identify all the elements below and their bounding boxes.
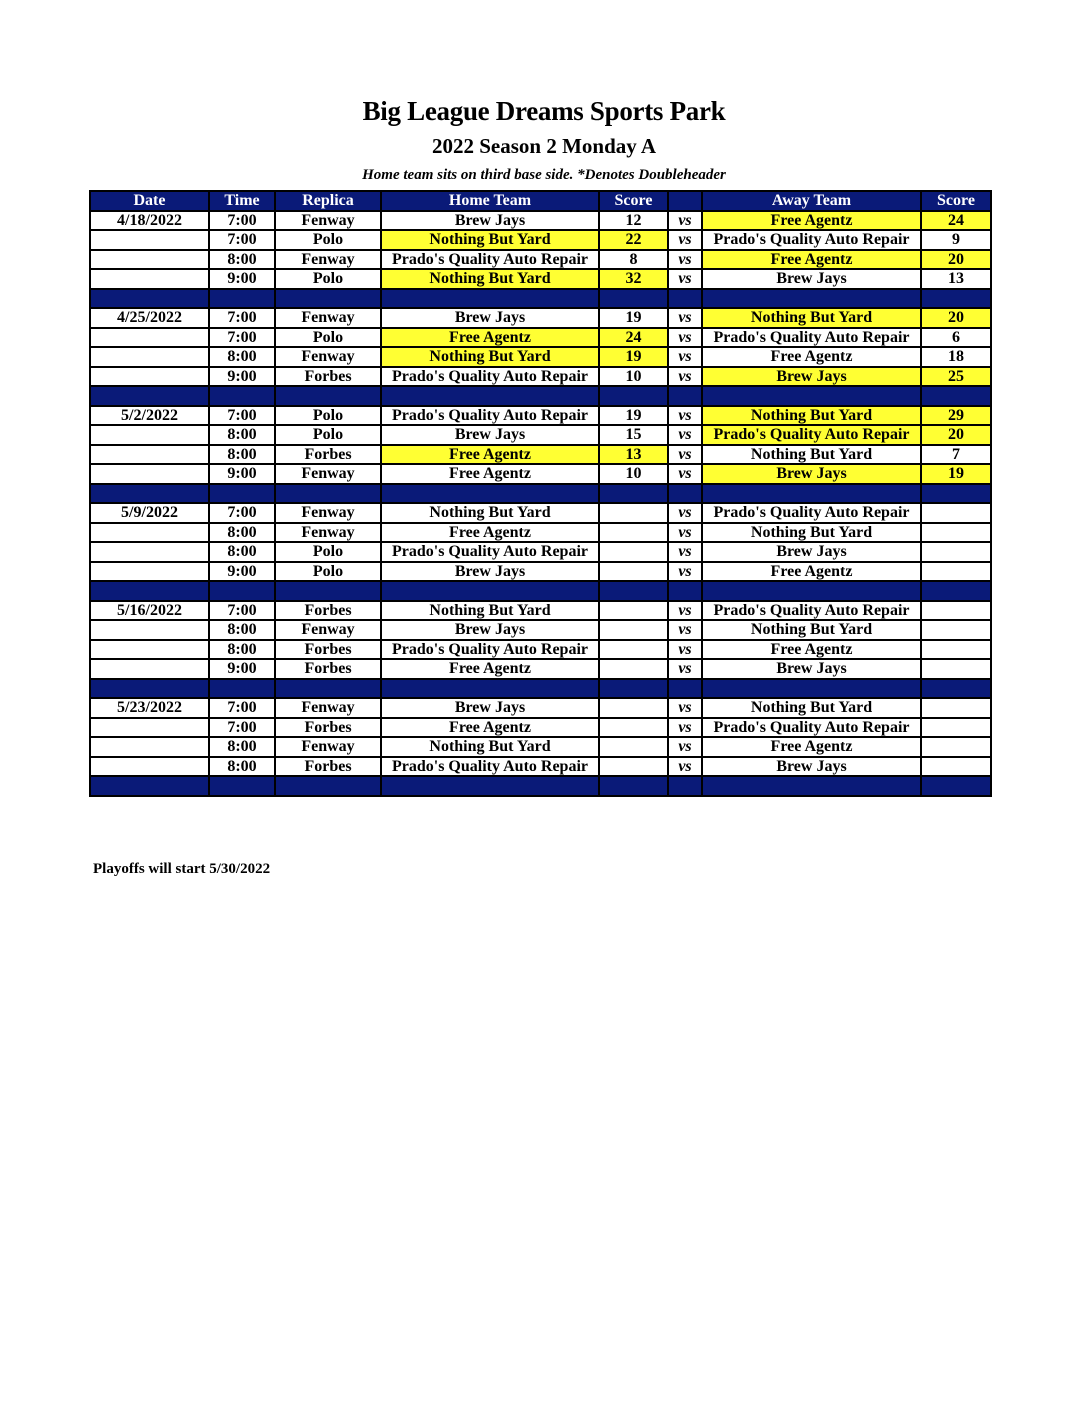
away-score-cell: [921, 698, 991, 718]
separator-cell: [668, 581, 702, 601]
separator-cell: [90, 484, 209, 504]
away-score-cell: [921, 562, 991, 582]
away-team-cell: Brew Jays: [702, 464, 921, 484]
replica-cell: Polo: [275, 562, 381, 582]
home-score-cell: 15: [599, 425, 668, 445]
vs-cell: vs: [668, 347, 702, 367]
replica-cell: Fenway: [275, 737, 381, 757]
game-row: [90, 406, 991, 426]
vs-cell: vs: [668, 503, 702, 523]
separator-cell: [275, 289, 381, 309]
home-score-cell: 22: [599, 230, 668, 250]
home-team-cell: Brew Jays: [381, 308, 599, 328]
home-team-cell: Nothing But Yard: [381, 230, 599, 250]
away-team-cell: Prado's Quality Auto Repair: [702, 503, 921, 523]
away-team-cell: Brew Jays: [702, 269, 921, 289]
away-score-cell: 20: [921, 308, 991, 328]
separator-cell: [209, 484, 275, 504]
away-score-cell: 18: [921, 347, 991, 367]
home-score-cell: [599, 542, 668, 562]
away-score-cell: 7: [921, 445, 991, 465]
separator-cell: [921, 386, 991, 406]
date-cell: 5/2/2022: [90, 406, 209, 426]
date-cell: [90, 445, 209, 465]
replica-cell: Fenway: [275, 698, 381, 718]
vs-cell: vs: [668, 757, 702, 777]
home-team-cell: Nothing But Yard: [381, 503, 599, 523]
date-cell: 5/16/2022: [90, 601, 209, 621]
away-score-cell: [921, 659, 991, 679]
away-score-cell: [921, 737, 991, 757]
away-team-cell: Brew Jays: [702, 659, 921, 679]
away-score-cell: [921, 640, 991, 660]
home-team-cell: Brew Jays: [381, 698, 599, 718]
home-score-cell: [599, 659, 668, 679]
game-row: [90, 367, 991, 387]
away-score-cell: 24: [921, 211, 991, 231]
away-score-cell: 20: [921, 425, 991, 445]
home-score-cell: [599, 620, 668, 640]
home-team-cell: Free Agentz: [381, 659, 599, 679]
schedule-table: [89, 190, 992, 797]
separator-cell: [209, 386, 275, 406]
col-header-replica: Replica: [275, 191, 381, 211]
replica-cell: Polo: [275, 425, 381, 445]
date-cell: 5/23/2022: [90, 698, 209, 718]
replica-cell: Fenway: [275, 250, 381, 270]
away-team-cell: Brew Jays: [702, 757, 921, 777]
separator-cell: [921, 484, 991, 504]
away-team-cell: Prado's Quality Auto Repair: [702, 601, 921, 621]
game-row: [90, 601, 991, 621]
week-separator-row: [90, 581, 991, 601]
game-row: [90, 445, 991, 465]
time-cell: 8:00: [209, 640, 275, 660]
separator-cell: [209, 679, 275, 699]
vs-cell: vs: [668, 718, 702, 738]
away-score-cell: 20: [921, 250, 991, 270]
game-row: [90, 211, 991, 231]
vs-cell: vs: [668, 308, 702, 328]
time-cell: 7:00: [209, 698, 275, 718]
game-row: [90, 659, 991, 679]
separator-cell: [381, 289, 599, 309]
away-team-cell: Nothing But Yard: [702, 308, 921, 328]
away-team-cell: Nothing But Yard: [702, 445, 921, 465]
time-cell: 9:00: [209, 367, 275, 387]
replica-cell: Fenway: [275, 523, 381, 543]
date-cell: [90, 523, 209, 543]
replica-cell: Fenway: [275, 620, 381, 640]
date-cell: [90, 620, 209, 640]
time-cell: 8:00: [209, 250, 275, 270]
game-row: [90, 308, 991, 328]
home-team-cell: Free Agentz: [381, 523, 599, 543]
separator-cell: [921, 581, 991, 601]
time-cell: 7:00: [209, 406, 275, 426]
game-row: [90, 737, 991, 757]
vs-cell: vs: [668, 737, 702, 757]
week-separator-row: [90, 776, 991, 796]
separator-cell: [702, 679, 921, 699]
home-team-cell: Prado's Quality Auto Repair: [381, 406, 599, 426]
home-score-cell: [599, 757, 668, 777]
separator-cell: [381, 679, 599, 699]
separator-cell: [381, 776, 599, 796]
home-team-cell: Prado's Quality Auto Repair: [381, 367, 599, 387]
home-score-cell: [599, 640, 668, 660]
separator-cell: [209, 289, 275, 309]
separator-cell: [275, 581, 381, 601]
header-row: [90, 191, 991, 211]
home-team-cell: Nothing But Yard: [381, 269, 599, 289]
home-score-cell: [599, 601, 668, 621]
replica-cell: Polo: [275, 542, 381, 562]
doubleheader-note: Home team sits on third base side. *Denotes Doubleheader: [362, 167, 726, 183]
replica-cell: Fenway: [275, 347, 381, 367]
away-team-cell: Prado's Quality Auto Repair: [702, 230, 921, 250]
separator-cell: [90, 776, 209, 796]
date-cell: [90, 737, 209, 757]
away-score-cell: [921, 620, 991, 640]
home-score-cell: 10: [599, 367, 668, 387]
replica-cell: Polo: [275, 328, 381, 348]
time-cell: 9:00: [209, 269, 275, 289]
separator-cell: [599, 386, 668, 406]
separator-cell: [702, 386, 921, 406]
game-row: [90, 464, 991, 484]
away-team-cell: Free Agentz: [702, 737, 921, 757]
replica-cell: Polo: [275, 230, 381, 250]
vs-cell: vs: [668, 640, 702, 660]
game-row: [90, 269, 991, 289]
date-cell: 4/25/2022: [90, 308, 209, 328]
separator-cell: [381, 484, 599, 504]
away-score-cell: [921, 757, 991, 777]
game-row: [90, 425, 991, 445]
away-team-cell: Free Agentz: [702, 347, 921, 367]
week-separator-row: [90, 386, 991, 406]
home-score-cell: 8: [599, 250, 668, 270]
playoffs-note: Playoffs will start 5/30/2022: [93, 861, 271, 877]
date-cell: [90, 269, 209, 289]
page-subtitle: 2022 Season 2 Monday A: [431, 134, 657, 158]
replica-cell: Polo: [275, 269, 381, 289]
away-team-cell: Free Agentz: [702, 250, 921, 270]
col-header-vs: [668, 191, 702, 211]
away-score-cell: [921, 601, 991, 621]
time-cell: 7:00: [209, 718, 275, 738]
game-row: [90, 542, 991, 562]
date-cell: [90, 562, 209, 582]
home-score-cell: 13: [599, 445, 668, 465]
home-team-cell: Prado's Quality Auto Repair: [381, 640, 599, 660]
home-team-cell: Free Agentz: [381, 445, 599, 465]
home-score-cell: [599, 698, 668, 718]
home-score-cell: [599, 718, 668, 738]
home-team-cell: Prado's Quality Auto Repair: [381, 542, 599, 562]
vs-cell: vs: [668, 542, 702, 562]
separator-cell: [381, 386, 599, 406]
replica-cell: Forbes: [275, 640, 381, 660]
vs-cell: vs: [668, 445, 702, 465]
away-score-cell: 29: [921, 406, 991, 426]
replica-cell: Fenway: [275, 308, 381, 328]
replica-cell: Forbes: [275, 601, 381, 621]
time-cell: 7:00: [209, 601, 275, 621]
away-score-cell: 19: [921, 464, 991, 484]
time-cell: 7:00: [209, 211, 275, 231]
away-score-cell: [921, 503, 991, 523]
away-score-cell: [921, 523, 991, 543]
date-cell: 5/9/2022: [90, 503, 209, 523]
separator-cell: [275, 386, 381, 406]
game-row: [90, 562, 991, 582]
separator-cell: [702, 581, 921, 601]
col-header-away-team: Away Team: [702, 191, 921, 211]
separator-cell: [90, 679, 209, 699]
replica-cell: Forbes: [275, 659, 381, 679]
time-cell: 8:00: [209, 737, 275, 757]
home-score-cell: 24: [599, 328, 668, 348]
vs-cell: vs: [668, 425, 702, 445]
away-team-cell: Brew Jays: [702, 542, 921, 562]
separator-cell: [702, 776, 921, 796]
home-score-cell: 32: [599, 269, 668, 289]
date-cell: [90, 328, 209, 348]
home-score-cell: [599, 503, 668, 523]
date-cell: [90, 367, 209, 387]
col-header-home-team: Home Team: [381, 191, 599, 211]
separator-cell: [275, 484, 381, 504]
away-team-cell: Nothing But Yard: [702, 698, 921, 718]
vs-cell: vs: [668, 698, 702, 718]
game-row: [90, 347, 991, 367]
time-cell: 9:00: [209, 659, 275, 679]
separator-cell: [90, 581, 209, 601]
date-cell: [90, 659, 209, 679]
time-cell: 8:00: [209, 542, 275, 562]
game-row: [90, 698, 991, 718]
separator-cell: [921, 776, 991, 796]
separator-cell: [668, 679, 702, 699]
home-score-cell: 19: [599, 347, 668, 367]
date-cell: 4/18/2022: [90, 211, 209, 231]
separator-cell: [599, 581, 668, 601]
separator-cell: [668, 484, 702, 504]
time-cell: 8:00: [209, 757, 275, 777]
separator-cell: [275, 679, 381, 699]
game-row: [90, 328, 991, 348]
home-score-cell: 10: [599, 464, 668, 484]
home-team-cell: Prado's Quality Auto Repair: [381, 757, 599, 777]
date-cell: [90, 250, 209, 270]
away-team-cell: Brew Jays: [702, 367, 921, 387]
date-cell: [90, 718, 209, 738]
separator-cell: [702, 484, 921, 504]
separator-cell: [381, 581, 599, 601]
away-team-cell: Nothing But Yard: [702, 523, 921, 543]
home-team-cell: Free Agentz: [381, 328, 599, 348]
home-score-cell: 19: [599, 406, 668, 426]
time-cell: 7:00: [209, 230, 275, 250]
away-team-cell: Free Agentz: [702, 211, 921, 231]
home-team-cell: Nothing But Yard: [381, 737, 599, 757]
home-team-cell: Free Agentz: [381, 464, 599, 484]
vs-cell: vs: [668, 620, 702, 640]
week-separator-row: [90, 484, 991, 504]
time-cell: 8:00: [209, 523, 275, 543]
game-row: [90, 757, 991, 777]
schedule-body: [90, 211, 991, 796]
time-cell: 8:00: [209, 425, 275, 445]
separator-cell: [275, 776, 381, 796]
vs-cell: vs: [668, 659, 702, 679]
separator-cell: [668, 289, 702, 309]
vs-cell: vs: [668, 464, 702, 484]
away-score-cell: [921, 542, 991, 562]
separator-cell: [599, 289, 668, 309]
separator-cell: [668, 776, 702, 796]
replica-cell: Forbes: [275, 718, 381, 738]
date-cell: [90, 425, 209, 445]
col-header-time: Time: [209, 191, 275, 211]
date-cell: [90, 464, 209, 484]
replica-cell: Polo: [275, 406, 381, 426]
vs-cell: vs: [668, 406, 702, 426]
separator-cell: [668, 386, 702, 406]
vs-cell: vs: [668, 523, 702, 543]
home-score-cell: [599, 523, 668, 543]
separator-cell: [921, 679, 991, 699]
home-score-cell: 19: [599, 308, 668, 328]
replica-cell: Forbes: [275, 445, 381, 465]
date-cell: [90, 757, 209, 777]
time-cell: 8:00: [209, 347, 275, 367]
away-team-cell: Free Agentz: [702, 562, 921, 582]
home-score-cell: 12: [599, 211, 668, 231]
home-team-cell: Prado's Quality Auto Repair: [381, 250, 599, 270]
vs-cell: vs: [668, 211, 702, 231]
away-team-cell: Nothing But Yard: [702, 620, 921, 640]
col-header-away-score: Score: [921, 191, 991, 211]
separator-cell: [599, 679, 668, 699]
replica-cell: Forbes: [275, 367, 381, 387]
time-cell: 9:00: [209, 464, 275, 484]
replica-cell: Fenway: [275, 464, 381, 484]
home-team-cell: Brew Jays: [381, 562, 599, 582]
time-cell: 8:00: [209, 445, 275, 465]
away-team-cell: Prado's Quality Auto Repair: [702, 718, 921, 738]
page-title: Big League Dreams Sports Park: [362, 96, 726, 126]
home-score-cell: [599, 562, 668, 582]
separator-cell: [90, 386, 209, 406]
replica-cell: Fenway: [275, 503, 381, 523]
separator-cell: [209, 581, 275, 601]
date-cell: [90, 542, 209, 562]
separator-cell: [599, 484, 668, 504]
home-score-cell: [599, 737, 668, 757]
away-score-cell: [921, 718, 991, 738]
game-row: [90, 523, 991, 543]
vs-cell: vs: [668, 269, 702, 289]
game-row: [90, 620, 991, 640]
vs-cell: vs: [668, 328, 702, 348]
home-team-cell: Nothing But Yard: [381, 347, 599, 367]
home-team-cell: Brew Jays: [381, 211, 599, 231]
away-score-cell: 25: [921, 367, 991, 387]
away-team-cell: Free Agentz: [702, 640, 921, 660]
game-row: [90, 640, 991, 660]
away-team-cell: Prado's Quality Auto Repair: [702, 425, 921, 445]
home-team-cell: Brew Jays: [381, 620, 599, 640]
replica-cell: Forbes: [275, 757, 381, 777]
separator-cell: [599, 776, 668, 796]
separator-cell: [209, 776, 275, 796]
vs-cell: vs: [668, 562, 702, 582]
vs-cell: vs: [668, 250, 702, 270]
away-team-cell: Prado's Quality Auto Repair: [702, 328, 921, 348]
week-separator-row: [90, 289, 991, 309]
away-score-cell: 6: [921, 328, 991, 348]
vs-cell: vs: [668, 367, 702, 387]
home-team-cell: Brew Jays: [381, 425, 599, 445]
time-cell: 7:00: [209, 503, 275, 523]
game-row: [90, 230, 991, 250]
time-cell: 8:00: [209, 620, 275, 640]
separator-cell: [90, 289, 209, 309]
game-row: [90, 503, 991, 523]
time-cell: 7:00: [209, 308, 275, 328]
separator-cell: [921, 289, 991, 309]
vs-cell: vs: [668, 230, 702, 250]
away-team-cell: Nothing But Yard: [702, 406, 921, 426]
home-team-cell: Free Agentz: [381, 718, 599, 738]
game-row: [90, 250, 991, 270]
date-cell: [90, 347, 209, 367]
separator-cell: [702, 289, 921, 309]
home-team-cell: Nothing But Yard: [381, 601, 599, 621]
replica-cell: Fenway: [275, 211, 381, 231]
away-score-cell: 9: [921, 230, 991, 250]
vs-cell: vs: [668, 601, 702, 621]
col-header-home-score: Score: [599, 191, 668, 211]
time-cell: 9:00: [209, 562, 275, 582]
time-cell: 7:00: [209, 328, 275, 348]
away-score-cell: 13: [921, 269, 991, 289]
date-cell: [90, 640, 209, 660]
week-separator-row: [90, 679, 991, 699]
col-header-date: Date: [90, 191, 209, 211]
game-row: [90, 718, 991, 738]
date-cell: [90, 230, 209, 250]
